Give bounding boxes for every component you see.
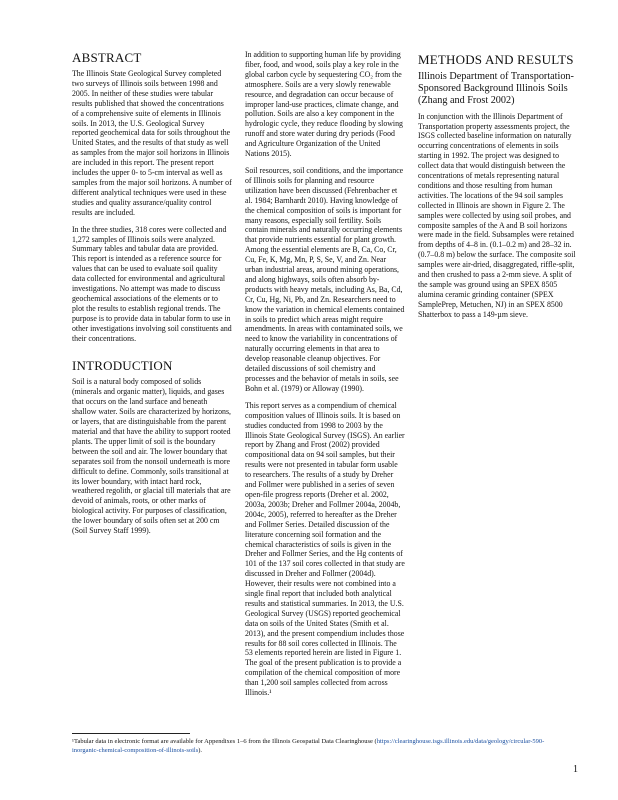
abstract-paragraph-1: The Illinois State Geological Survey completed two surveys of Illinois soils between 1998 and 2005. In neither of these studies were tabular results published that showed the concentrations of a comprehensive suite of elements in Illinois soils. In 2013, the U.S. Geological Survey reported geochemical data for soils throughout the United States, and the results of that study as well as samples from the major soil horizons in Illinois are included in this report. The present report includes the upper 0- to 5-cm interval as well as samples from the major soil horizons. A number of different analytical techniques were used in these studies and quality assurance/quality control results are included.	[72, 69, 232, 217]
introduction-paragraph-3: Soil resources, soil conditions, and the importance of Illinois soils for planning and resource utilization have been discussed (Fehrenbacher et al. 1984; Barnhardt 2010). Having knowledge of the chemical composition of soils is important for many reasons, especially soil fertility. Soils contain minerals and naturally occurring elements that provide nutrients essential for plant growth. Among the essential elements are B, Ca, Co, Cr, Cu, Fe, K, Mg, Mn, P, S, Se, V, and Zn. Near urban industrial areas, around mining operations, and along highways, soils often absorb by-products with heavy metals, including As, Ba, Cd, Cr, Cu, Hg, Ni, Pb, and Zn. Researchers need to know the variation in chemical elements contained in soils to predict which areas might require amendments. In areas with contaminated soils, we need to know the variability in concentrations of naturally occurring elements in that area to develop reasonable cleanup objectives. For detailed discussions of soil chemistry and processes and the behavior of metals in soils, see Bohn et al. (1979) or Alloway (1990).	[245, 165, 405, 393]
column-middle	[245, 50, 405, 705]
methods-heading: METHODS AND RESULTS	[418, 52, 574, 67]
methods-paragraph-1: In conjunction with the Illinois Department of Transportation property assessments project, the ISGS collected baseline information on naturally occurring concentrations of elements in soils starting in 1992. The project was designed to collect data that would distinguish between the concentrations of metals representing natural conditions and those resulting from human activities. The locations of the 94 soil samples collected in Illinois are shown in Figure 2. The samples were collected by using soil probes, and composite samples of the A and B soil horizons were made in the field. Subsamples were retained from depths of 4–8 in. (0.1–0.2 m) and 28–32 in. (0.7–0.8 m) below the surface. The composite soil samples were air-dried, disaggregated, riffle-split, and then crushed to pass a 2-mm sieve. A split of the sample was ground using an SPEX 8505 alumina ceramic grinding container (SPEX SamplePrep, Metuchen, NJ) in an SPEX 8500 Shatterbox to pass a 149-µm sieve.	[418, 111, 576, 319]
page-number: 1	[573, 764, 578, 775]
abstract-heading: ABSTRACT	[72, 50, 142, 65]
footnote-text: ¹Tabular data in electronic format are available for Appendixes 1–6 from the Illinois Geospatial Data Clearinghouse (	[72, 738, 377, 745]
methods-subheading: Illinois Department of Transportation-Sponsored Background Illinois Soils (Zhang and Frost 2002)	[418, 71, 574, 107]
introduction-heading: INTRODUCTION	[72, 358, 173, 374]
column-left	[72, 50, 232, 543]
column-right	[418, 50, 578, 327]
introduction-paragraph-2: In addition to supporting human life by providing fiber, food, and wood, soils play a key role in the global carbon cycle by sequestering CO₂ from the atmosphere. Soils are a very slowly renewable resource, and degradation can occur because of improper land-use practices, climate change, and pollution. Soils are also a key component in the hydrologic cycle, they reduce flooding by slowing runoff and store water during dry periods (Food and Agriculture Organization of the United Nations 2015).	[245, 50, 403, 159]
footnote-link[interactable]: https://clearinghouse.isgs.illinois.edu/data/geology/circular-590-inorganic-chemical-composition-of-illinois-soils	[72, 738, 545, 754]
footnote-divider	[72, 733, 190, 734]
footnote-end: ).	[198, 746, 203, 754]
abstract-paragraph-2: In the three studies, 318 cores were collected and 1,272 samples of Illinois soils were analyzed. Summary tables and tabular data are provided. This report is intended as a reference source for values that can be used to evaluate soil quality data collected for environmental and agricultural investigations. No attempt was made to discuss geochemical associations of the elements or to plot the results to establish regional trends. The purpose is to provide data in tabular form to use in other investigations involving soil constituents and their concentrations.	[72, 224, 232, 343]
introduction-paragraph-1: Soil is a natural body composed of solids (minerals and organic matter), liquids, and gases that occurs on the land surface and beneath shallow water. Soils are characterized by horizons, or layers, that are distinguishable from the parent material and that have the ability to support rooted plants. The upper limit of soil is the boundary between the soil and air. The lower boundary that separates soil from the nonsoil underneath is more difficult to define. Commonly, soils transitional at its lower boundary, with intact hard rock, weathered regolith, or glacial till materials that are devoid of animals, roots, or other marks of biological activity. For purposes of classification, the lower boundary of soils often set at 200 cm (Soil Survey Staff 1999).	[72, 377, 231, 536]
footnote	[72, 738, 562, 755]
introduction-paragraph-4: This report serves as a compendium of chemical composition values of Illinois soils. It is based on studies conducted from 1998 to 2003 by the Illinois State Geological Survey (ISGS). An earlier report by Zhang and Frost (2002) provided compositional data on 94 soil samples, but their results were not presented in tabular form usable to researchers. The results of a study by Dreher and Follmer were published in a series of seven open-file progress reports (Dreher et al. 2002, 2003a, 2003b; Dreher and Follmer 2004a, 2004b, 2004c, 2005), referred to hereafter as the Dreher and Follmer Series. Detailed discussion of the literature concerning soil formation and the chemical characteristics of soils is given in the Dreher and Follmer Series, and the Hg contents of 101 of the 137 soil cores collected in that study are discussed in Dreher and Follmer (2004d). However, their results were not combined into a single final report that included both analytical results and statistical summaries. In 2013, the U.S. Geological Survey (USGS) reported geochemical data on soils of the United States (Smith et al. 2013), and the present compendium includes those results for 88 soil cores collected in Illinois. The 53 elements reported herein are listed in Figure 1. The goal of the present publication is to provide a compilation of the chemical composition of more than 1,200 soil samples collected from across Illinois.¹	[245, 400, 405, 698]
